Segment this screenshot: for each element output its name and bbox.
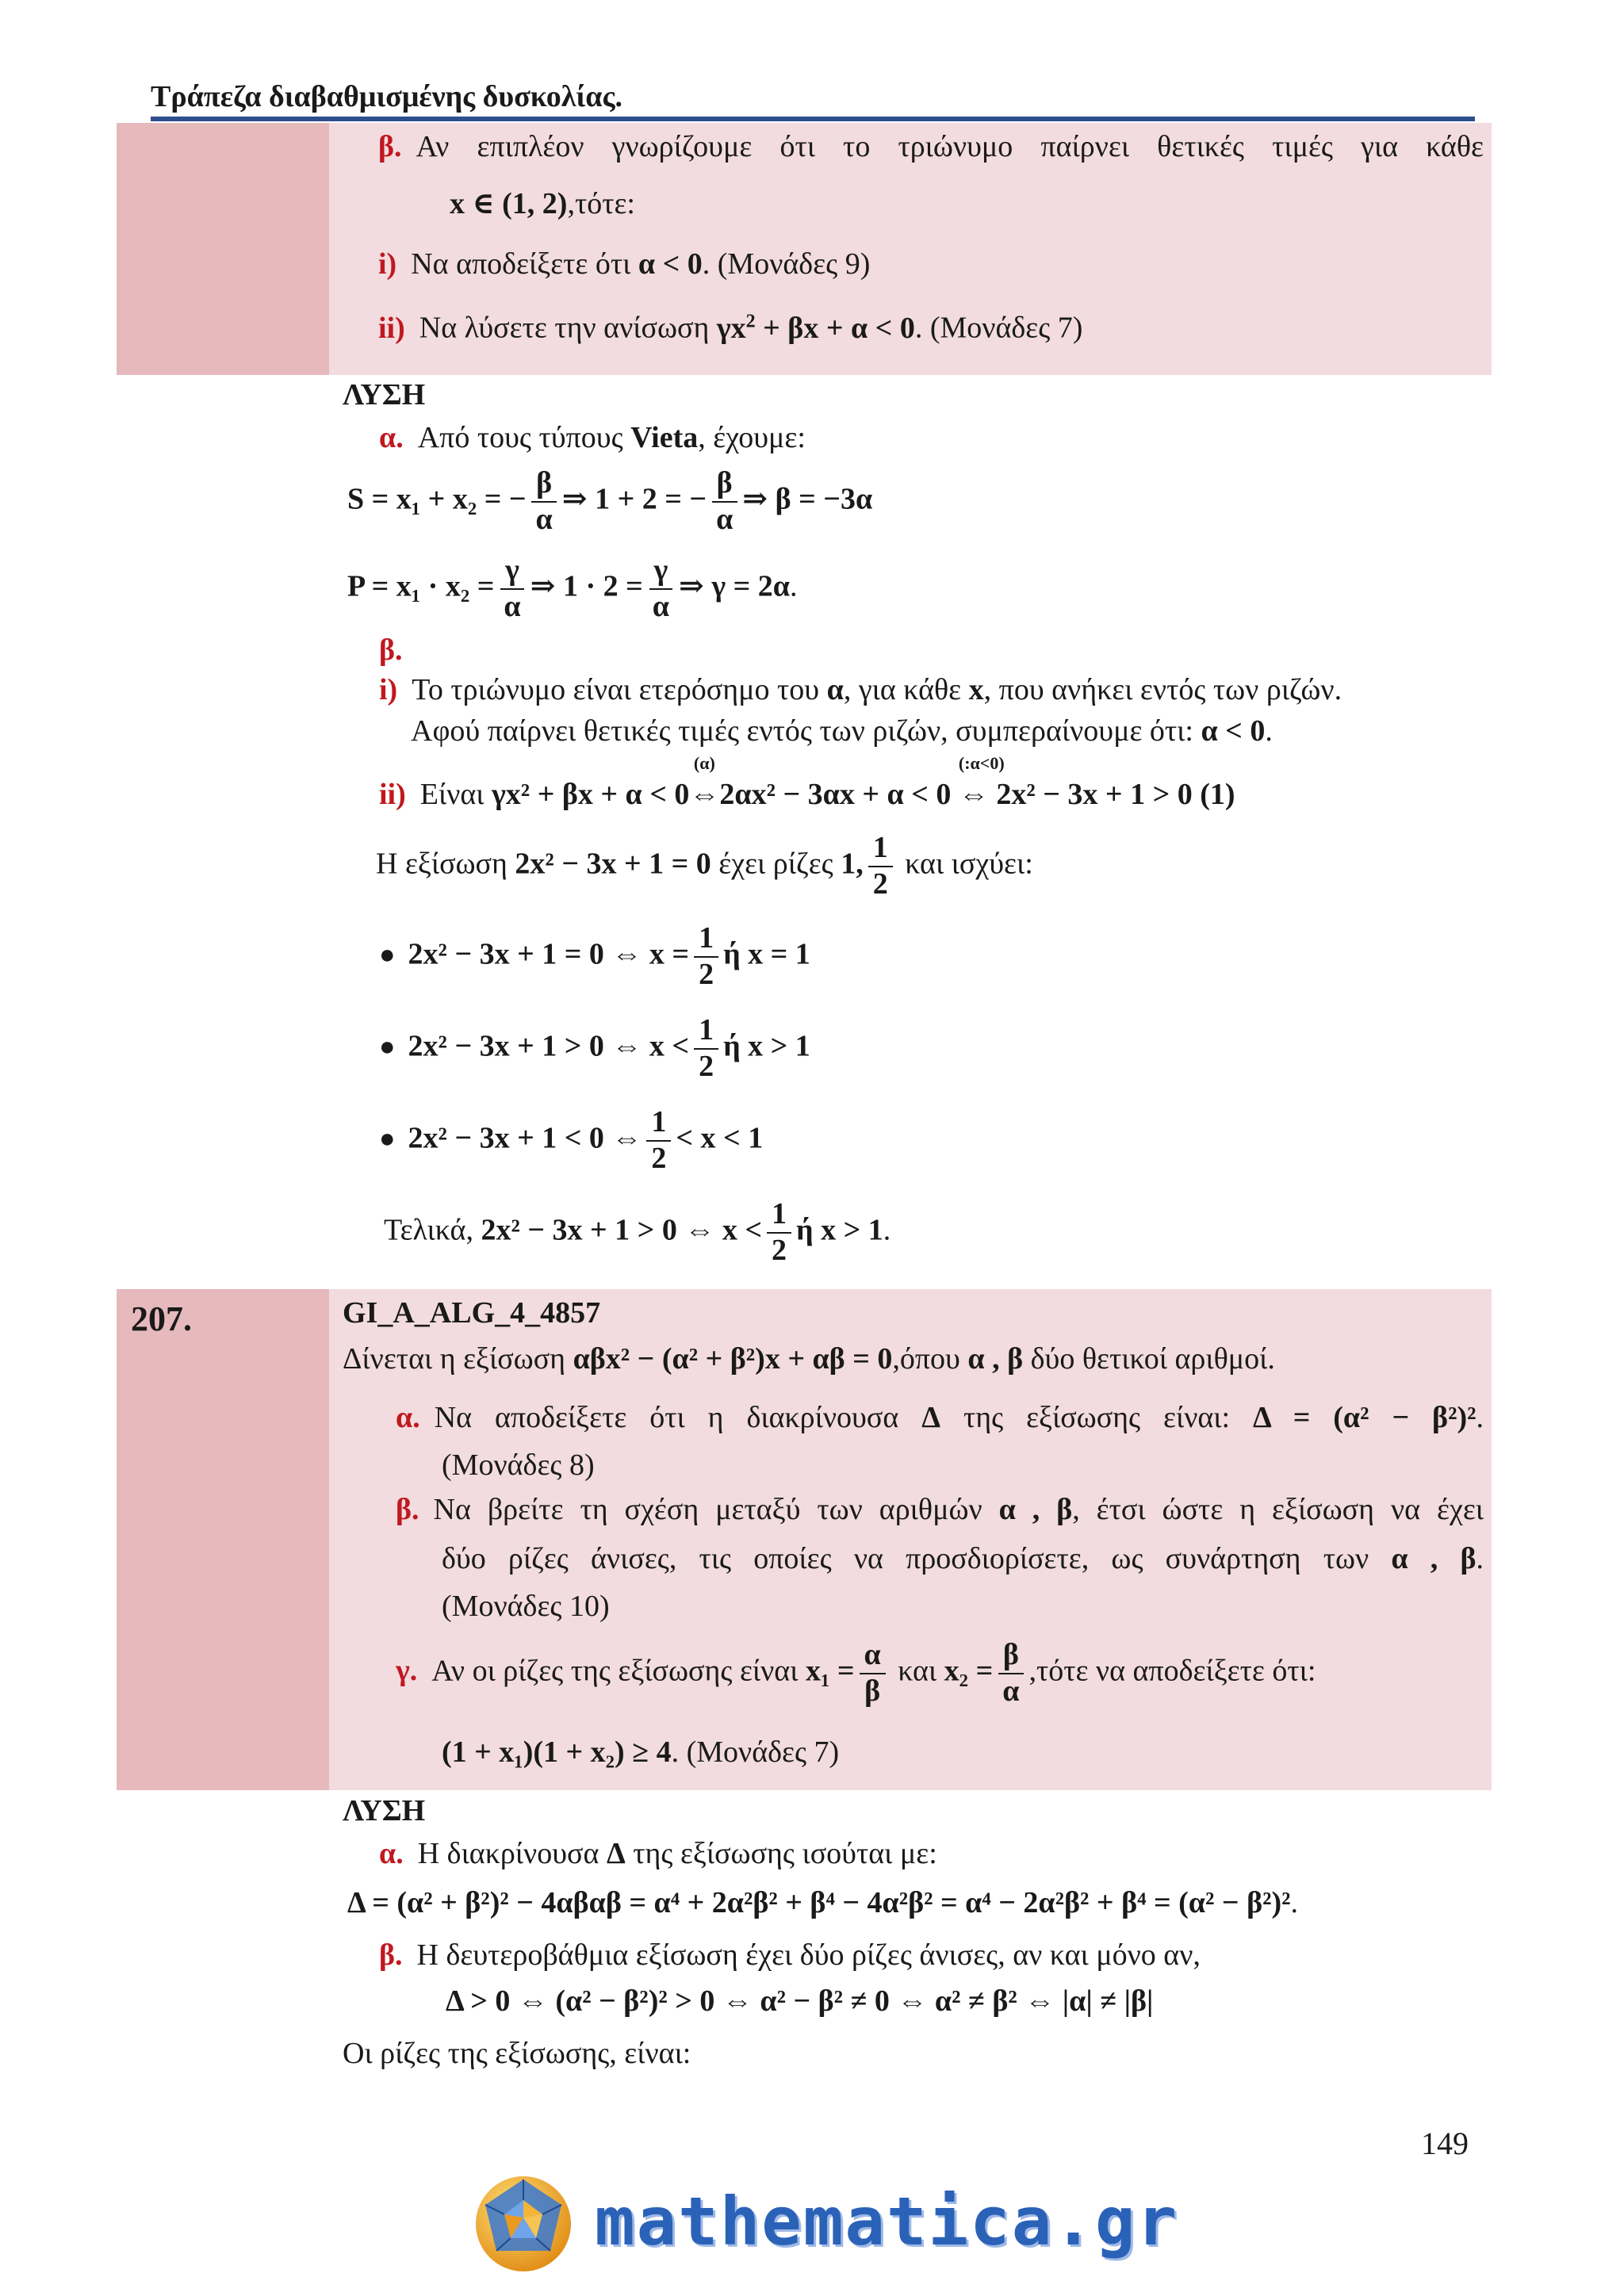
part-i-label: i) xyxy=(378,247,397,281)
sol1-alpha-text: Από τους τύπους xyxy=(417,421,623,454)
problem-number: 207. xyxy=(131,1299,192,1338)
beta-text: Αν επιπλέον γνωρίζουμε ότι το τριώνυμο παίρνει θετικές τιμές για κάθε xyxy=(416,130,1484,163)
sol1-alpha-tail: , έχουμε: xyxy=(698,421,806,454)
part-i-line xyxy=(378,247,870,283)
bullet-equal: ● 2x² − 3x + 1 = 0 ⇔ x = $\frac{1}{2}$ ή x = 1 xyxy=(379,921,810,991)
part-ii-line xyxy=(378,310,1082,346)
part-a-line: α. Να αποδείξετε ότι η διακρίνουσα Δ της εξίσωσης είναι: Δ = (α² − β²)². xyxy=(396,1401,1484,1434)
part-ii-points: . (Μονάδες 7) xyxy=(914,311,1083,345)
part-b-line2: δύο ρίζες άνισες, τις οποίες να προσδιορίσετε, ως συνάρτηση των α , β. xyxy=(442,1542,1484,1575)
beta-label: β. xyxy=(378,130,402,163)
solution-heading: ΛΥΣΗ xyxy=(343,378,426,411)
part-a-points: (Μονάδες 8) xyxy=(442,1448,595,1482)
sol2-alpha-line: α. Η διακρίνουσα Δ της εξίσωσης ισούται με: xyxy=(379,1837,937,1870)
problem-code: GI_A_ALG_4_4857 xyxy=(343,1296,601,1330)
sol1-ii-line: ii) Είναι γx² + βx + α < 0 (α) ⇔2αx² − 3αx + α < 0 (:α<0) ⇔ 2x² − 3x + 1 > 0 (1) xyxy=(379,753,1235,811)
bullet-less: ● 2x² − 3x + 1 < 0 ⇔ $\frac{1}{2}$ < x < 1 xyxy=(379,1105,764,1175)
roots-intro: Οι ρίζες της εξίσωσης, είναι: xyxy=(343,2037,691,2070)
part-b-line: β. Να βρείτε τη σχέση μεταξύ των αριθμών α , β, έτσι ώστε η εξίσωση να έχει xyxy=(396,1493,1484,1526)
site-logo xyxy=(468,2168,1179,2279)
product-equation: P = x₁ · x₂ = $\frac{\gamma}{\alpha}$ ⇒ 1 · 2 = $\frac{\gamma}{\alpha}$ ⇒ γ = 2α. xyxy=(347,553,798,623)
part-i-math: α < 0 xyxy=(638,247,703,281)
sol1-alpha-label: α. xyxy=(379,421,404,454)
sol1-ii-label: ii) xyxy=(379,778,406,811)
sol1-alpha-line xyxy=(379,420,806,457)
beta-condition-line xyxy=(450,186,635,223)
beta-then: ,τότε: xyxy=(567,187,635,220)
solution-heading-2: ΛΥΣΗ xyxy=(343,1794,426,1827)
bullet-dot: ● xyxy=(379,940,396,970)
sol1-beta-label: β. xyxy=(379,633,403,667)
header-rule xyxy=(151,117,1475,121)
unequal-roots-equation: Δ > 0 ⇔ (α² − β²)² > 0 ⇔ α² − β² ≠ 0 ⇔ α² ≠ β² ⇔ |α| ≠ |β| xyxy=(446,1984,1154,2018)
discriminant-equation: Δ = (α² + β²)² − 4αβαβ = α⁴ + 2α²β² + β⁴ − 4α²β² = α⁴ − 2α²β² + β⁴ = (α² − β²)². xyxy=(347,1886,1299,1919)
part-ii-label: ii) xyxy=(378,311,405,345)
sol1-i-line: i) Το τριώνυμο είναι ετερόσημο του α, για κάθε x, που ανήκει εντός των ριζών. xyxy=(379,673,1342,706)
final-conclusion: Τελικά, 2x² − 3x + 1 > 0 ⇔ x < $\frac{1}{2}$ ή x > 1. xyxy=(384,1197,891,1267)
logo-text[interactable]: mathematica.gr xyxy=(595,2183,1179,2260)
bullet-greater: ● 2x² − 3x + 1 > 0 ⇔ x < $\frac{1}{2}$ ή x > 1 xyxy=(379,1013,810,1083)
vieta-word: Vieta xyxy=(630,421,699,454)
problem-intro: Δίνεται η εξίσωση αβx² − (α² + β²)x + αβ = 0,όπου α , β δύο θετικοί αριθμοί. xyxy=(343,1342,1275,1376)
sol1-i-conclusion: Αφού παίρνει θετικές τιμές εντός των ριζών, συμπεραίνουμε ότι: α < 0. xyxy=(411,714,1273,748)
bullet-dot: ● xyxy=(379,1032,396,1062)
problem-box-continued xyxy=(117,123,1492,375)
sol1-i-label: i) xyxy=(379,673,398,706)
running-header: Τράπεζα διαβαθμισμένης δυσκολίας. xyxy=(151,80,622,113)
part-i-points: . (Μονάδες 9) xyxy=(702,247,871,281)
number-column xyxy=(117,1289,329,1790)
number-column xyxy=(117,123,329,375)
part-i-text: Να αποδείξετε ότι xyxy=(411,247,631,281)
part-g-line: γ. Αν οι ρίζες της εξίσωσης είναι x₁ = $\frac{\alpha}{\beta}$ και x₂ = $\frac{\beta}{\alpha}$ ,τότε να αποδείξετε ότι: xyxy=(396,1638,1316,1708)
part-ii-math: $\gamma x^2 + \beta x + \alpha < 0$ xyxy=(716,311,915,345)
page-number: 149 xyxy=(1421,2126,1469,2161)
part-b-points: (Μονάδες 10) xyxy=(442,1590,610,1623)
roots-statement: Η εξίσωση 2x² − 3x + 1 = 0 έχει ρίζες 1, $\frac{1}{2}$ και ισχύει: xyxy=(376,831,1033,901)
bullet-dot: ● xyxy=(379,1124,396,1154)
problem-207-box xyxy=(117,1289,1492,1790)
sol1-beta-label-line xyxy=(379,633,417,669)
part-ii-text: Να λύσετε την ανίσωση xyxy=(419,311,710,345)
part-g-math-line: (1 + x₁)(1 + x₂) ≥ 4. (Μονάδες 7) xyxy=(442,1735,840,1769)
beta-condition: x ∈ (1, 2) xyxy=(450,187,568,220)
polyhedron-logo-icon xyxy=(468,2168,579,2279)
sol2-beta-line: β. Η δευτεροβάθμια εξίσωση έχει δύο ρίζες άνισες, αν και μόνο αν, xyxy=(379,1938,1201,1972)
beta-line xyxy=(378,129,1484,166)
sum-equation: S = x₁ + x₂ = − $\frac{\beta}{\alpha}$ ⇒ 1 + 2 = − $\frac{\beta}{\alpha}$ ⇒ β = −3α xyxy=(347,466,873,536)
